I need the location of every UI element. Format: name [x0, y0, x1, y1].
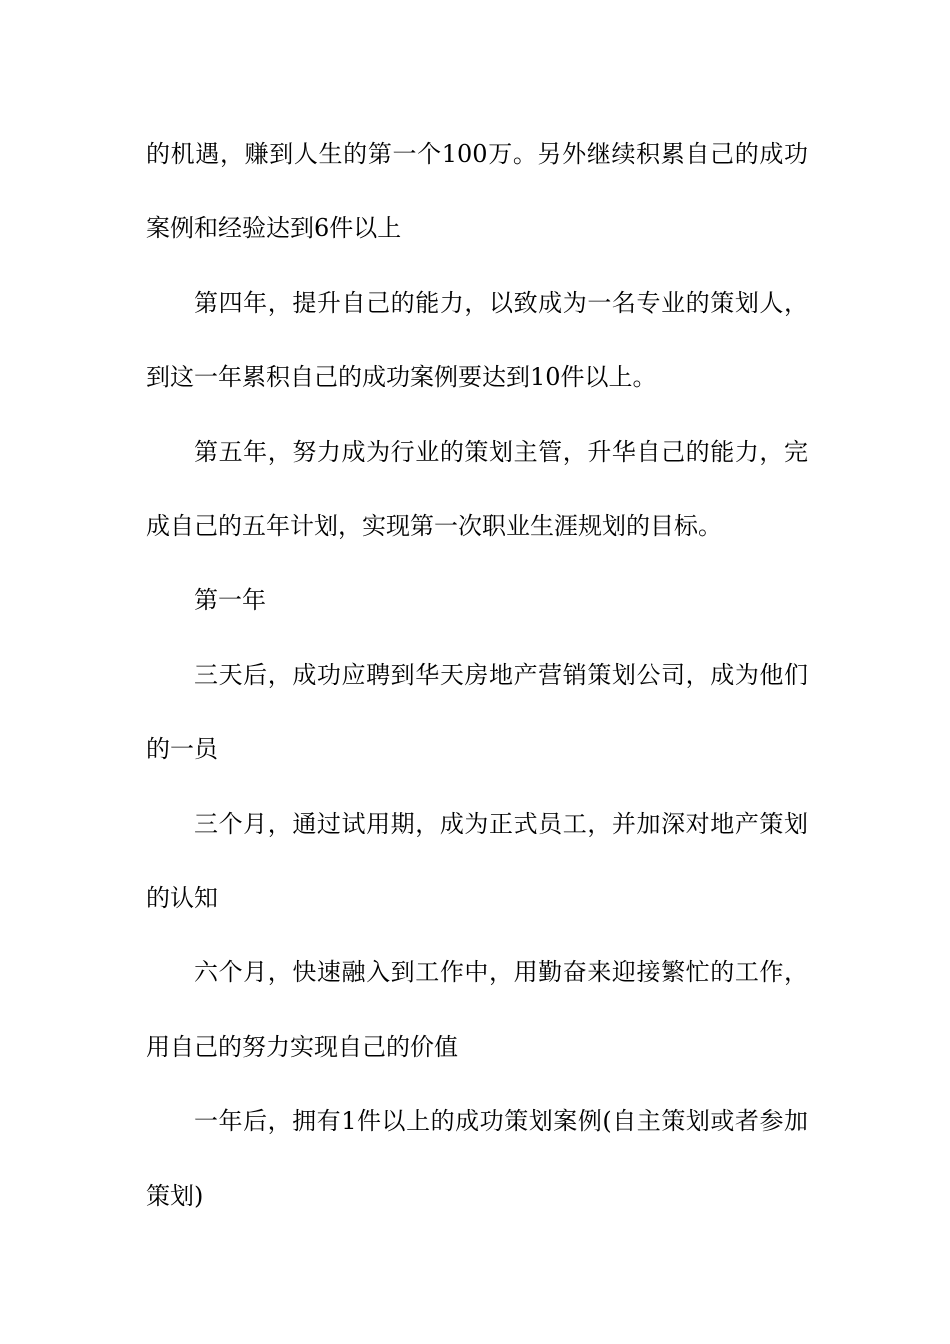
paragraph-three-months: 三个月，通过试用期，成为正式员工，并加深对地产策划的认知: [146, 809, 808, 913]
paragraph-three-days: 三天后，成功应聘到华天房地产营销策划公司，成为他们的一员: [146, 660, 808, 764]
paragraph-six-months: 六个月，快速融入到工作中，用勤奋来迎接繁忙的工作，用自己的努力实现自己的价值: [146, 958, 808, 1061]
paragraph-year-one-heading: 第一年: [194, 586, 266, 615]
paragraph-year-five: 第五年，努力成为行业的策划主管，升华自己的能力，完成自己的五年计划，实现第一次职业生涯规划的目标。: [146, 437, 808, 541]
paragraph-continuation: 的机遇，赚到人生的第一个100万。另外继续积累自己的成功案例和经验达到6件以上: [146, 140, 808, 243]
paragraph-year-four: 第四年，提升自己的能力，以致成为一名专业的策划人，到这一年累积自己的成功案例要达到10件以上。: [146, 288, 808, 392]
document-body: [146, 117, 808, 1233]
paragraph-one-year: 一年后，拥有1件以上的成功策划案例(自主策划或者参加策划): [146, 1107, 808, 1210]
